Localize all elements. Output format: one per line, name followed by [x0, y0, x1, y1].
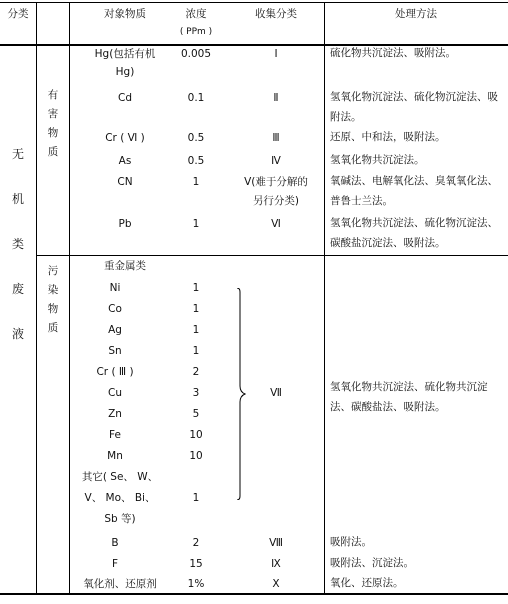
- class-10: Ⅹ: [272, 578, 280, 590]
- heavy-metals-label: 重金属类: [104, 260, 146, 272]
- class-1: Ⅰ: [274, 48, 278, 60]
- group-brace: [236, 288, 246, 500]
- header-concentration: 浓度: [185, 8, 207, 20]
- conc-cr6: 0.5: [187, 132, 205, 144]
- class-8: Ⅷ: [269, 537, 283, 549]
- sub-pollutant-char: 物: [47, 303, 59, 315]
- metal-ni: Ni: [109, 282, 121, 294]
- conc-ni: 1: [192, 282, 200, 294]
- header-concentration-unit: ( PPm ): [179, 27, 213, 37]
- method-pb: 氢氧化物共沉淀法、硫化物沉淀法、碳酸盐沉淀法、吸附法。: [330, 217, 498, 249]
- substance-cn: CN: [117, 176, 133, 188]
- class-5: Ⅴ(难于分解的: [244, 176, 308, 188]
- header-category: 分类: [7, 8, 29, 20]
- class-6: Ⅵ: [271, 218, 281, 230]
- main-category-char: 液: [11, 327, 24, 341]
- top-rule: [0, 2, 508, 3]
- method-f: 吸附法、沉淀法。: [330, 557, 414, 569]
- metal-fe: Fe: [109, 429, 121, 441]
- sub-pollutant-char: 污: [47, 265, 59, 277]
- main-category-char: 无: [11, 147, 24, 161]
- main-category-label: [6, 148, 30, 341]
- main-category-char: 类: [11, 237, 24, 251]
- method-cr6: 还原、中和法，吸附法。: [330, 131, 446, 143]
- header-collection: 收集分类: [255, 8, 297, 20]
- group-divider: [36, 255, 508, 256]
- others-line-2: V、 Mo、 Bi、: [84, 492, 156, 504]
- header-method: 处理方法: [395, 8, 437, 20]
- metal-cu: Cu: [108, 387, 122, 399]
- conc-cr3: 2: [192, 366, 200, 378]
- substance-cd: Cd: [118, 92, 132, 104]
- sub-harmful-char: 害: [47, 108, 59, 120]
- class-9: Ⅸ: [271, 558, 281, 570]
- bottom-rule: [0, 593, 508, 595]
- metal-zn: Zn: [108, 408, 122, 420]
- metal-cr3: Cr ( Ⅲ ): [96, 366, 134, 378]
- others-line-1: 其它( Se、 W、: [81, 471, 159, 483]
- col-divider-2: [69, 2, 70, 594]
- method-cd: 氢氧化物沉淀法、硫化物沉淀法、吸附法。: [330, 91, 498, 123]
- conc-hg: 0.005: [180, 48, 212, 60]
- substance-b: B: [111, 537, 119, 549]
- class-4: Ⅳ: [271, 155, 281, 167]
- method-hg: 硫化物共沉淀法、吸附法。: [330, 47, 456, 59]
- metal-mn: Mn: [107, 450, 123, 462]
- class-2: Ⅱ: [273, 92, 279, 104]
- conc-b: 2: [192, 537, 200, 549]
- sub-harmful-char: 质: [47, 146, 59, 158]
- method-oxidizer: 氧化、还原法。: [330, 577, 404, 589]
- conc-oxidizer: 1%: [187, 578, 205, 590]
- sub-pollutant-label: [40, 262, 66, 338]
- method-b: 吸附法。: [330, 536, 372, 548]
- conc-pb: 1: [192, 218, 200, 230]
- conc-mn: 10: [189, 450, 203, 462]
- conc-cn: 1: [192, 176, 200, 188]
- conc-cu: 3: [192, 387, 200, 399]
- conc-f: 15: [189, 558, 203, 570]
- method-cn: 氧碱法、电解氧化法、臭氧氧化法、普鲁士兰法。: [330, 175, 498, 207]
- substance-cr6: Cr ( Ⅵ ): [105, 132, 145, 144]
- substance-pb: Pb: [118, 218, 132, 230]
- main-category-char: 机: [11, 192, 24, 206]
- conc-zn: 5: [192, 408, 200, 420]
- sub-pollutant-char: 质: [47, 322, 59, 334]
- header-substance: 对象物质: [104, 8, 146, 20]
- col-divider-1: [36, 2, 37, 594]
- conc-cd: 0.1: [187, 92, 205, 104]
- sub-harmful-char: 有: [47, 89, 59, 101]
- conc-sn: 1: [192, 345, 200, 357]
- substance-oxidizer: 氧化剂、还原剂: [83, 578, 157, 590]
- conc-as: 0.5: [187, 155, 205, 167]
- method-as: 氢氧化物共沉淀法。: [330, 154, 425, 166]
- col-divider-3: [324, 2, 325, 594]
- sub-harmful-char: 物: [47, 127, 59, 139]
- method-heavy-metals: 氢氧化物共沉淀法、硫化物共沉淀法、碳酸盐法、吸附法。: [330, 381, 488, 413]
- others-line-3: Sb 等): [104, 513, 136, 525]
- conc-others: 1: [192, 492, 200, 504]
- conc-ag: 1: [192, 324, 200, 336]
- conc-fe: 10: [189, 429, 203, 441]
- substance-hg: Hg(包括有机: [94, 48, 156, 60]
- substance-as: As: [118, 155, 132, 167]
- class-7: Ⅶ: [270, 387, 282, 399]
- metal-co: Co: [108, 303, 122, 315]
- sub-pollutant-char: 染: [47, 284, 59, 296]
- class-5-cont: 另行分类): [252, 195, 300, 207]
- substance-hg-cont: Hg): [115, 66, 135, 78]
- substance-f: F: [111, 558, 119, 570]
- metal-sn: Sn: [108, 345, 122, 357]
- metal-ag: Ag: [108, 324, 122, 336]
- conc-co: 1: [192, 303, 200, 315]
- main-category-char: 废: [11, 282, 24, 296]
- sub-harmful-label: [40, 86, 66, 162]
- class-3: Ⅲ: [272, 132, 280, 144]
